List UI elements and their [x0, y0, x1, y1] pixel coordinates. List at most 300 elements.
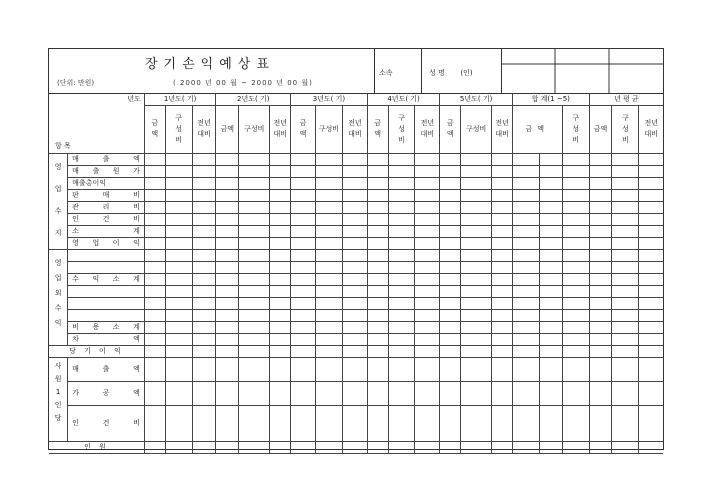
entry-cell[interactable] — [68, 261, 145, 273]
entry-cell[interactable] — [68, 285, 145, 297]
entry-cell[interactable] — [639, 177, 663, 189]
entry-cell[interactable] — [539, 309, 562, 321]
entry-cell[interactable] — [415, 285, 440, 297]
entry-cell[interactable] — [512, 297, 539, 309]
entry-cell[interactable] — [512, 261, 539, 273]
entry-cell[interactable] — [216, 189, 239, 201]
entry-cell[interactable] — [342, 441, 367, 453]
entry-cell[interactable] — [367, 201, 388, 213]
entry-cell[interactable] — [68, 249, 145, 261]
entry-cell[interactable] — [612, 225, 639, 237]
entry-cell[interactable] — [270, 345, 291, 357]
entry-cell[interactable] — [440, 381, 461, 405]
entry-cell[interactable] — [639, 273, 663, 285]
entry-cell[interactable] — [367, 153, 388, 165]
entry-cell[interactable] — [388, 261, 415, 273]
entry-cell[interactable] — [639, 321, 663, 333]
entry-cell[interactable] — [562, 405, 589, 441]
entry-cell[interactable] — [562, 189, 589, 201]
entry-cell[interactable] — [562, 297, 589, 309]
entry-cell[interactable] — [165, 345, 192, 357]
entry-cell[interactable] — [192, 381, 216, 405]
entry-cell[interactable] — [315, 441, 342, 453]
entry-cell[interactable] — [216, 177, 239, 189]
entry-cell[interactable] — [539, 165, 562, 177]
entry-cell[interactable] — [492, 237, 513, 249]
entry-cell[interactable] — [562, 225, 589, 237]
entry-cell[interactable] — [192, 285, 216, 297]
entry-cell[interactable] — [461, 345, 492, 357]
entry-cell[interactable] — [639, 189, 663, 201]
entry-cell[interactable] — [239, 309, 270, 321]
entry-cell[interactable] — [291, 333, 316, 345]
entry-cell[interactable] — [68, 297, 145, 309]
entry-cell[interactable] — [291, 357, 316, 381]
entry-cell[interactable] — [239, 333, 270, 345]
entry-cell[interactable] — [415, 321, 440, 333]
entry-cell[interactable] — [342, 237, 367, 249]
entry-cell[interactable] — [612, 345, 639, 357]
entry-cell[interactable] — [367, 441, 388, 453]
entry-cell[interactable] — [512, 285, 539, 297]
entry-cell[interactable] — [165, 249, 192, 261]
entry-cell[interactable] — [589, 345, 612, 357]
entry-cell[interactable] — [315, 333, 342, 345]
entry-cell[interactable] — [144, 237, 165, 249]
entry-cell[interactable] — [342, 321, 367, 333]
entry-cell[interactable] — [165, 225, 192, 237]
entry-cell[interactable] — [639, 441, 663, 453]
entry-cell[interactable] — [291, 189, 316, 201]
entry-cell[interactable] — [589, 177, 612, 189]
entry-cell[interactable] — [492, 333, 513, 345]
entry-cell[interactable] — [461, 249, 492, 261]
entry-cell[interactable] — [539, 225, 562, 237]
entry-cell[interactable] — [612, 297, 639, 309]
entry-cell[interactable] — [492, 405, 513, 441]
entry-cell[interactable] — [461, 177, 492, 189]
entry-cell[interactable] — [440, 405, 461, 441]
entry-cell[interactable] — [239, 381, 270, 405]
entry-cell[interactable] — [492, 153, 513, 165]
entry-cell[interactable] — [461, 261, 492, 273]
entry-cell[interactable] — [461, 225, 492, 237]
entry-cell[interactable] — [367, 273, 388, 285]
entry-cell[interactable] — [539, 405, 562, 441]
entry-cell[interactable] — [342, 357, 367, 381]
entry-cell[interactable] — [388, 249, 415, 261]
entry-cell[interactable] — [461, 405, 492, 441]
entry-cell[interactable] — [216, 357, 239, 381]
entry-cell[interactable] — [639, 405, 663, 441]
entry-cell[interactable] — [539, 153, 562, 165]
entry-cell[interactable] — [461, 321, 492, 333]
entry-cell[interactable] — [192, 201, 216, 213]
entry-cell[interactable] — [388, 441, 415, 453]
entry-cell[interactable] — [612, 261, 639, 273]
entry-cell[interactable] — [165, 405, 192, 441]
entry-cell[interactable] — [239, 213, 270, 225]
entry-cell[interactable] — [144, 189, 165, 201]
entry-cell[interactable] — [165, 273, 192, 285]
entry-cell[interactable] — [270, 405, 291, 441]
entry-cell[interactable] — [612, 249, 639, 261]
entry-cell[interactable] — [512, 405, 539, 441]
entry-cell[interactable] — [239, 405, 270, 441]
entry-cell[interactable] — [492, 225, 513, 237]
entry-cell[interactable] — [562, 261, 589, 273]
entry-cell[interactable] — [239, 273, 270, 285]
entry-cell[interactable] — [639, 381, 663, 405]
entry-cell[interactable] — [589, 381, 612, 405]
entry-cell[interactable] — [367, 261, 388, 273]
entry-cell[interactable] — [192, 441, 216, 453]
entry-cell[interactable] — [367, 285, 388, 297]
entry-cell[interactable] — [612, 189, 639, 201]
entry-cell[interactable] — [539, 213, 562, 225]
entry-cell[interactable] — [315, 405, 342, 441]
entry-cell[interactable] — [539, 177, 562, 189]
entry-cell[interactable] — [512, 165, 539, 177]
entry-cell[interactable] — [216, 273, 239, 285]
entry-cell[interactable] — [612, 213, 639, 225]
entry-cell[interactable] — [367, 297, 388, 309]
entry-cell[interactable] — [144, 345, 165, 357]
entry-cell[interactable] — [388, 165, 415, 177]
entry-cell[interactable] — [388, 345, 415, 357]
entry-cell[interactable] — [144, 441, 165, 453]
entry-cell[interactable] — [239, 297, 270, 309]
entry-cell[interactable] — [388, 213, 415, 225]
entry-cell[interactable] — [367, 225, 388, 237]
entry-cell[interactable] — [342, 381, 367, 405]
entry-cell[interactable] — [367, 345, 388, 357]
entry-cell[interactable] — [192, 345, 216, 357]
entry-cell[interactable] — [440, 189, 461, 201]
entry-cell[interactable] — [415, 165, 440, 177]
entry-cell[interactable] — [562, 345, 589, 357]
entry-cell[interactable] — [270, 357, 291, 381]
entry-cell[interactable] — [639, 237, 663, 249]
entry-cell[interactable] — [342, 153, 367, 165]
entry-cell[interactable] — [512, 381, 539, 405]
entry-cell[interactable] — [144, 261, 165, 273]
entry-cell[interactable] — [512, 333, 539, 345]
entry-cell[interactable] — [216, 309, 239, 321]
entry-cell[interactable] — [492, 165, 513, 177]
entry-cell[interactable] — [612, 321, 639, 333]
entry-cell[interactable] — [165, 297, 192, 309]
entry-cell[interactable] — [639, 285, 663, 297]
entry-cell[interactable] — [415, 213, 440, 225]
entry-cell[interactable] — [342, 201, 367, 213]
entry-cell[interactable] — [192, 297, 216, 309]
entry-cell[interactable] — [270, 165, 291, 177]
entry-cell[interactable] — [492, 321, 513, 333]
entry-cell[interactable] — [315, 345, 342, 357]
entry-cell[interactable] — [639, 261, 663, 273]
entry-cell[interactable] — [270, 237, 291, 249]
entry-cell[interactable] — [589, 297, 612, 309]
entry-cell[interactable] — [612, 381, 639, 405]
entry-cell[interactable] — [192, 321, 216, 333]
entry-cell[interactable] — [216, 261, 239, 273]
entry-cell[interactable] — [192, 225, 216, 237]
entry-cell[interactable] — [315, 201, 342, 213]
entry-cell[interactable] — [492, 189, 513, 201]
entry-cell[interactable] — [342, 309, 367, 321]
entry-cell[interactable] — [216, 153, 239, 165]
entry-cell[interactable] — [270, 225, 291, 237]
entry-cell[interactable] — [192, 249, 216, 261]
entry-cell[interactable] — [539, 249, 562, 261]
entry-cell[interactable] — [315, 213, 342, 225]
entry-cell[interactable] — [144, 153, 165, 165]
entry-cell[interactable] — [165, 309, 192, 321]
entry-cell[interactable] — [512, 225, 539, 237]
entry-cell[interactable] — [562, 273, 589, 285]
entry-cell[interactable] — [367, 381, 388, 405]
entry-cell[interactable] — [562, 177, 589, 189]
entry-cell[interactable] — [388, 321, 415, 333]
entry-cell[interactable] — [589, 285, 612, 297]
entry-cell[interactable] — [291, 273, 316, 285]
entry-cell[interactable] — [367, 165, 388, 177]
entry-cell[interactable] — [639, 201, 663, 213]
entry-cell[interactable] — [440, 153, 461, 165]
entry-cell[interactable] — [342, 345, 367, 357]
entry-cell[interactable] — [512, 357, 539, 381]
entry-cell[interactable] — [589, 165, 612, 177]
entry-cell[interactable] — [589, 321, 612, 333]
entry-cell[interactable] — [216, 381, 239, 405]
entry-cell[interactable] — [492, 345, 513, 357]
entry-cell[interactable] — [315, 273, 342, 285]
entry-cell[interactable] — [144, 321, 165, 333]
entry-cell[interactable] — [291, 213, 316, 225]
entry-cell[interactable] — [367, 405, 388, 441]
entry-cell[interactable] — [440, 237, 461, 249]
entry-cell[interactable] — [461, 285, 492, 297]
entry-cell[interactable] — [216, 345, 239, 357]
entry-cell[interactable] — [589, 309, 612, 321]
entry-cell[interactable] — [192, 357, 216, 381]
entry-cell[interactable] — [216, 297, 239, 309]
entry-cell[interactable] — [216, 237, 239, 249]
entry-cell[interactable] — [239, 357, 270, 381]
entry-cell[interactable] — [589, 261, 612, 273]
entry-cell[interactable] — [216, 333, 239, 345]
entry-cell[interactable] — [415, 405, 440, 441]
entry-cell[interactable] — [639, 297, 663, 309]
entry-cell[interactable] — [270, 261, 291, 273]
entry-cell[interactable] — [216, 201, 239, 213]
entry-cell[interactable] — [192, 273, 216, 285]
entry-cell[interactable] — [639, 309, 663, 321]
entry-cell[interactable] — [440, 297, 461, 309]
entry-cell[interactable] — [239, 225, 270, 237]
entry-cell[interactable] — [562, 237, 589, 249]
entry-cell[interactable] — [539, 345, 562, 357]
entry-cell[interactable] — [144, 177, 165, 189]
entry-cell[interactable] — [415, 201, 440, 213]
entry-cell[interactable] — [562, 285, 589, 297]
entry-cell[interactable] — [589, 249, 612, 261]
entry-cell[interactable] — [270, 285, 291, 297]
entry-cell[interactable] — [291, 285, 316, 297]
entry-cell[interactable] — [270, 213, 291, 225]
entry-cell[interactable] — [562, 165, 589, 177]
entry-cell[interactable] — [539, 297, 562, 309]
entry-cell[interactable] — [562, 441, 589, 453]
entry-cell[interactable] — [315, 285, 342, 297]
entry-cell[interactable] — [562, 309, 589, 321]
entry-cell[interactable] — [415, 237, 440, 249]
entry-cell[interactable] — [461, 297, 492, 309]
entry-cell[interactable] — [461, 153, 492, 165]
entry-cell[interactable] — [144, 201, 165, 213]
entry-cell[interactable] — [216, 213, 239, 225]
entry-cell[interactable] — [440, 333, 461, 345]
entry-cell[interactable] — [216, 249, 239, 261]
entry-cell[interactable] — [512, 309, 539, 321]
entry-cell[interactable] — [239, 153, 270, 165]
entry-cell[interactable] — [291, 225, 316, 237]
entry-cell[interactable] — [440, 345, 461, 357]
entry-cell[interactable] — [612, 177, 639, 189]
entry-cell[interactable] — [342, 177, 367, 189]
entry-cell[interactable] — [144, 249, 165, 261]
entry-cell[interactable] — [388, 153, 415, 165]
entry-cell[interactable] — [239, 285, 270, 297]
entry-cell[interactable] — [315, 225, 342, 237]
entry-cell[interactable] — [612, 153, 639, 165]
entry-cell[interactable] — [216, 441, 239, 453]
entry-cell[interactable] — [270, 153, 291, 165]
entry-cell[interactable] — [461, 273, 492, 285]
entry-cell[interactable] — [165, 237, 192, 249]
entry-cell[interactable] — [492, 357, 513, 381]
entry-cell[interactable] — [144, 333, 165, 345]
entry-cell[interactable] — [388, 273, 415, 285]
entry-cell[interactable] — [415, 333, 440, 345]
entry-cell[interactable] — [539, 261, 562, 273]
entry-cell[interactable] — [315, 261, 342, 273]
entry-cell[interactable] — [512, 201, 539, 213]
entry-cell[interactable] — [539, 189, 562, 201]
entry-cell[interactable] — [589, 201, 612, 213]
entry-cell[interactable] — [440, 309, 461, 321]
entry-cell[interactable] — [440, 273, 461, 285]
entry-cell[interactable] — [291, 297, 316, 309]
entry-cell[interactable] — [342, 165, 367, 177]
entry-cell[interactable] — [415, 381, 440, 405]
entry-cell[interactable] — [440, 321, 461, 333]
entry-cell[interactable] — [612, 285, 639, 297]
entry-cell[interactable] — [539, 285, 562, 297]
entry-cell[interactable] — [291, 249, 316, 261]
entry-cell[interactable] — [612, 441, 639, 453]
entry-cell[interactable] — [239, 441, 270, 453]
entry-cell[interactable] — [216, 285, 239, 297]
entry-cell[interactable] — [461, 201, 492, 213]
entry-cell[interactable] — [367, 249, 388, 261]
entry-cell[interactable] — [388, 357, 415, 381]
entry-cell[interactable] — [367, 333, 388, 345]
entry-cell[interactable] — [512, 273, 539, 285]
entry-cell[interactable] — [165, 261, 192, 273]
entry-cell[interactable] — [367, 189, 388, 201]
entry-cell[interactable] — [165, 285, 192, 297]
entry-cell[interactable] — [165, 165, 192, 177]
entry-cell[interactable] — [291, 237, 316, 249]
entry-cell[interactable] — [144, 165, 165, 177]
entry-cell[interactable] — [216, 321, 239, 333]
entry-cell[interactable] — [440, 177, 461, 189]
entry-cell[interactable] — [165, 381, 192, 405]
entry-cell[interactable] — [612, 201, 639, 213]
entry-cell[interactable] — [589, 225, 612, 237]
entry-cell[interactable] — [342, 333, 367, 345]
entry-cell[interactable] — [562, 153, 589, 165]
entry-cell[interactable] — [342, 225, 367, 237]
entry-cell[interactable] — [144, 273, 165, 285]
entry-cell[interactable] — [440, 249, 461, 261]
entry-cell[interactable] — [415, 273, 440, 285]
entry-cell[interactable] — [315, 189, 342, 201]
entry-cell[interactable] — [461, 189, 492, 201]
entry-cell[interactable] — [165, 213, 192, 225]
entry-cell[interactable] — [291, 381, 316, 405]
entry-cell[interactable] — [388, 405, 415, 441]
entry-cell[interactable] — [415, 261, 440, 273]
entry-cell[interactable] — [388, 333, 415, 345]
entry-cell[interactable] — [192, 213, 216, 225]
entry-cell[interactable] — [512, 345, 539, 357]
entry-cell[interactable] — [144, 285, 165, 297]
entry-cell[interactable] — [239, 345, 270, 357]
entry-cell[interactable] — [239, 261, 270, 273]
entry-cell[interactable] — [492, 309, 513, 321]
entry-cell[interactable] — [165, 201, 192, 213]
entry-cell[interactable] — [562, 357, 589, 381]
entry-cell[interactable] — [612, 333, 639, 345]
entry-cell[interactable] — [562, 381, 589, 405]
entry-cell[interactable] — [639, 333, 663, 345]
entry-cell[interactable] — [315, 309, 342, 321]
entry-cell[interactable] — [415, 297, 440, 309]
entry-cell[interactable] — [270, 309, 291, 321]
entry-cell[interactable] — [144, 357, 165, 381]
entry-cell[interactable] — [315, 357, 342, 381]
entry-cell[interactable] — [512, 177, 539, 189]
entry-cell[interactable] — [539, 321, 562, 333]
entry-cell[interactable] — [612, 273, 639, 285]
entry-cell[interactable] — [512, 213, 539, 225]
entry-cell[interactable] — [342, 405, 367, 441]
entry-cell[interactable] — [165, 357, 192, 381]
entry-cell[interactable] — [165, 333, 192, 345]
entry-cell[interactable] — [512, 249, 539, 261]
entry-cell[interactable] — [415, 177, 440, 189]
entry-cell[interactable] — [239, 249, 270, 261]
entry-cell[interactable] — [315, 153, 342, 165]
entry-cell[interactable] — [612, 405, 639, 441]
entry-cell[interactable] — [492, 381, 513, 405]
entry-cell[interactable] — [639, 225, 663, 237]
entry-cell[interactable] — [270, 297, 291, 309]
entry-cell[interactable] — [315, 321, 342, 333]
